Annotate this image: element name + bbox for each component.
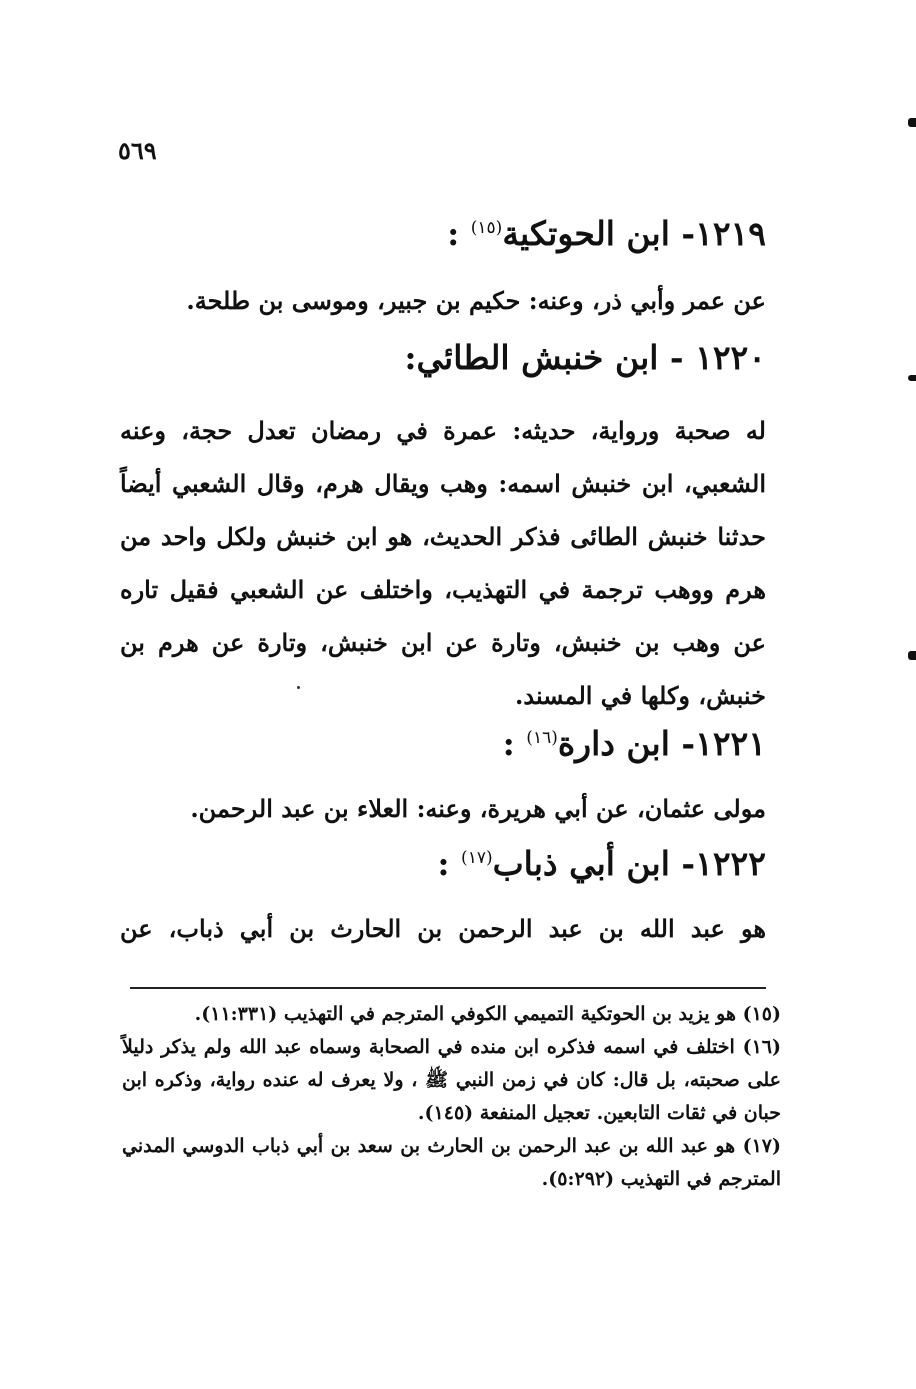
footnote-15: (١٥) هو يزيد بن الحوتكية التميمي الكوفي المترجم في التهذيب (١١:٣٣١). bbox=[194, 1003, 781, 1025]
heading-colon: : bbox=[502, 724, 527, 763]
entry-title: ١٢٢١- ابن دارة bbox=[557, 724, 766, 763]
entry-heading-1221 bbox=[503, 724, 766, 763]
footnote-17: (١٧) هو عبد الله بن عبد الرحمن بن الحارث بن سعد بن أبي ذباب الدوسي المدني المترجم في التهذيب (٥:٢٩٢). bbox=[122, 1135, 781, 1190]
footnote-16: (١٦) اختلف في اسمه فذكره ابن منده في الصحابة وسماه عبد الله ولم يذكر دليلاً على صحبته، بل قال: كان في زمن النبي ﷺ ، ولا يعرف له عنده رواية، وذكره ابن حبان في ثقات التابعين. تعجيل المنفعة (١٤٥). bbox=[122, 1036, 781, 1124]
entry-heading-1222 bbox=[437, 844, 766, 883]
footnote-ref: (١٥) bbox=[470, 218, 503, 238]
footnote-divider bbox=[130, 987, 766, 989]
entry-text-1219: عن عمر وأبي ذر، وعنه: حكيم بن جبير، وموسى بن طلحة. bbox=[186, 286, 766, 315]
footnote-ref: (١٧) bbox=[461, 848, 493, 868]
footnote-ref: (١٦) bbox=[526, 728, 558, 748]
entry-text-1221: مولى عثمان، عن أبي هريرة، وعنه: العلاء بن عبد الرحمن. bbox=[190, 794, 766, 823]
entry-title: ١٢١٩- ابن الحوتكية bbox=[502, 214, 766, 253]
page-edge-mark bbox=[908, 375, 916, 381]
page-edge-mark bbox=[908, 118, 916, 127]
page-edge-mark bbox=[908, 651, 916, 660]
entry-heading-1219 bbox=[447, 214, 766, 253]
entry-text-1222: هو عبد الله بن عبد الرحمن بن الحارث بن أبي ذباب، عن bbox=[120, 914, 766, 943]
footnotes-section bbox=[122, 998, 781, 1196]
page-number: ٥٦٩ bbox=[118, 136, 157, 165]
entry-title: ١٢٢٢- ابن أبي ذباب bbox=[492, 844, 766, 883]
entry-heading-1220 bbox=[404, 338, 766, 377]
heading-colon: : bbox=[447, 214, 471, 253]
heading-colon: : bbox=[437, 844, 462, 883]
entry-title: ١٢٢٠ - ابن خنبش الطائي: bbox=[404, 338, 766, 377]
entry-text-1220: له صحبة ورواية، حديثه: عمرة في رمضان تعدل حجة، وعنه الشعبي، ابن خنبش اسمه: وهب ويقال هرم، وقال الشعبي أيضاً حدثنا خنبش الطائى فذكر الحديث، هو ابن خنبش ولكل واحد من هرم ووهب ترجمة في التهذيب، واختلف عن الشعبي فقيل تاره عن وهب بن خنبش، وتارة عن ابن خنبش، وتارة عن هرم بن خنبش، وكلها في المسند. bbox=[120, 416, 766, 710]
